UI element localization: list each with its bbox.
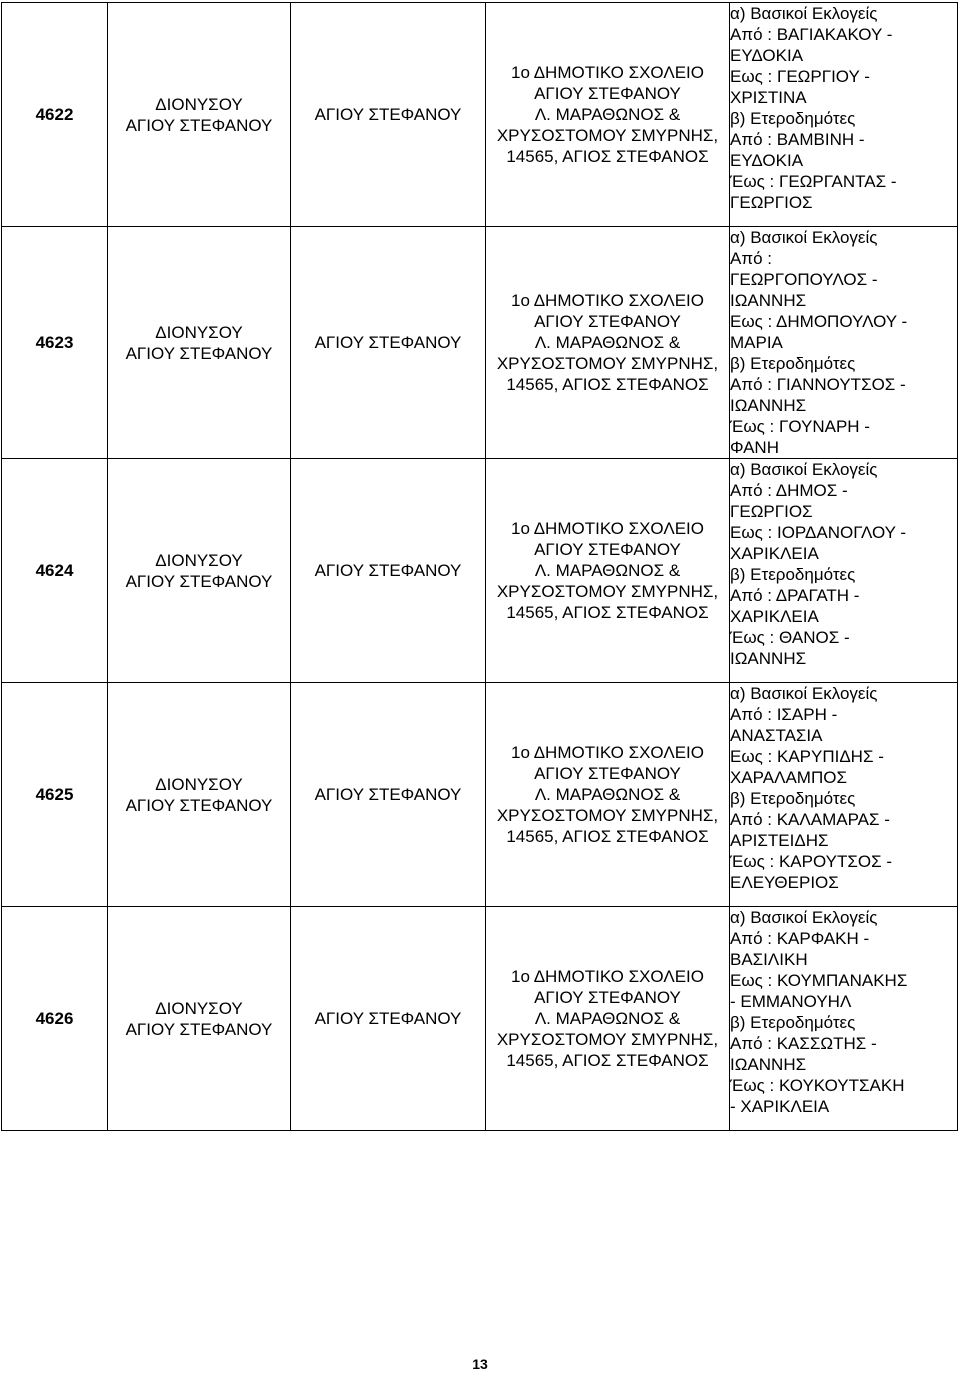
polling-place-line: ΑΓΙΟΥ ΣΤΕΦΑΝΟΥ	[534, 312, 681, 331]
polling-place-line: 1ο ΔΗΜΟΤΙΚΟ ΣΧΟΛΕΙΟ	[511, 519, 704, 538]
station-number-cell	[2, 907, 108, 1131]
polling-place-line: 14565, ΑΓΙΟΣ ΣΤΕΦΑΝΟΣ	[506, 147, 709, 166]
table-row	[2, 227, 958, 459]
voter-range-line: Εως : ΙΟΡΔΑΝΟΓΛΟΥ -	[730, 523, 907, 542]
voter-range-line: ΑΡΙΣΤΕΙΔΗΣ	[730, 831, 829, 850]
municipal-unit-cell	[291, 907, 486, 1131]
voter-range-line: Εως : ΚΟΥΜΠΑΝΑΚΗΣ	[730, 971, 908, 990]
voter-range-line: Έως : ΓΟΥΝΑΡΗ -	[730, 417, 870, 436]
voter-range-line: ΧΑΡΙΚΛΕΙΑ	[730, 544, 819, 563]
station-number: 4622	[35, 105, 74, 124]
voter-range-line: α) Βασικοί Εκλογείς	[730, 460, 878, 479]
polling-place-line: ΧΡΥΣΟΣΤΟΜΟΥ ΣΜΥΡΝΗΣ,	[496, 126, 719, 145]
municipality-line: ΑΓΙΟΥ ΣΤΕΦΑΝΟΥ	[125, 1019, 273, 1039]
voter-range-line: - ΕΜΜΑΝΟΥΗΛ	[730, 992, 852, 1011]
table-row	[2, 3, 958, 227]
voter-range-line: ΧΑΡΙΚΛΕΙΑ	[730, 607, 819, 626]
municipality-cell	[108, 3, 291, 227]
polling-place-line: Λ. ΜΑΡΑΘΩΝΟΣ &	[534, 561, 681, 580]
voter-range-line: α) Βασικοί Εκλογείς	[730, 4, 878, 23]
voter-range-line: Εως : ΔΗΜΟΠΟΥΛΟΥ -	[730, 312, 908, 331]
voter-range-line: ΧΡΙΣΤΙΝΑ	[730, 88, 807, 107]
polling-place-cell	[486, 227, 730, 459]
voter-range-line: ΕΛΕΥΘΕΡΙΟΣ	[730, 873, 839, 892]
station-number: 4625	[35, 785, 74, 804]
polling-place-cell	[486, 683, 730, 907]
municipality-line: ΑΓΙΟΥ ΣΤΕΦΑΝΟΥ	[125, 571, 273, 591]
municipality-line: ΑΓΙΟΥ ΣΤΕΦΑΝΟΥ	[125, 115, 273, 135]
voter-range-line: α) Βασικοί Εκλογείς	[730, 228, 878, 247]
voter-range-line: ΙΩΑΝΝΗΣ	[730, 649, 807, 668]
voter-range-line: Από : ΒΑΓΙΑΚΑΚΟΥ -	[730, 25, 893, 44]
voter-range-line: Από : ΓΙΑΝΝΟΥΤΣΟΣ -	[730, 375, 906, 394]
station-number: 4624	[35, 561, 74, 580]
voter-range-line: - ΧΑΡΙΚΛΕΙΑ	[730, 1097, 830, 1116]
voter-range-line: Από : ΙΣΑΡΗ -	[730, 705, 838, 724]
municipality-line: ΔΙΟΝΥΣΟΥ	[155, 94, 243, 114]
page-number: 13	[472, 1356, 488, 1372]
polling-place-line: ΧΡΥΣΟΣΤΟΜΟΥ ΣΜΥΡΝΗΣ,	[496, 1030, 719, 1049]
polling-place-line: ΑΓΙΟΥ ΣΤΕΦΑΝΟΥ	[534, 988, 681, 1007]
municipality-line: ΑΓΙΟΥ ΣΤΕΦΑΝΟΥ	[125, 795, 273, 815]
polling-place-line: ΑΓΙΟΥ ΣΤΕΦΑΝΟΥ	[534, 764, 681, 783]
voter-range-line: Από : ΒΑΜΒΙΝΗ -	[730, 130, 865, 149]
voter-range-line: ΧΑΡΑΛΑΜΠΟΣ	[730, 768, 847, 787]
municipal-unit-cell	[291, 683, 486, 907]
voter-range-line: Έως : ΚΟΥΚΟΥΤΣΑΚΗ	[730, 1076, 905, 1095]
polling-place-line: 1ο ΔΗΜΟΤΙΚΟ ΣΧΟΛΕΙΟ	[511, 63, 704, 82]
municipal-unit-line: ΑΓΙΟΥ ΣΤΕΦΑΝΟΥ	[314, 333, 462, 352]
voter-range-line: ΙΩΑΝΝΗΣ	[730, 396, 807, 415]
polling-place-line: ΧΡΥΣΟΣΤΟΜΟΥ ΣΜΥΡΝΗΣ,	[496, 354, 719, 373]
station-number-cell	[2, 683, 108, 907]
voter-range-cell	[730, 227, 958, 459]
voter-range-line: ΦΑΝΗ	[730, 438, 779, 457]
voter-range-line: ΑΝΑΣΤΑΣΙΑ	[730, 726, 823, 745]
polling-place-cell	[486, 907, 730, 1131]
municipality-line: ΔΙΟΝΥΣΟΥ	[155, 774, 243, 794]
voter-range-line: ΙΩΑΝΝΗΣ	[730, 291, 807, 310]
station-number: 4623	[35, 333, 74, 352]
municipality-line: ΔΙΟΝΥΣΟΥ	[155, 322, 243, 342]
voter-range-line: Έως : ΓΕΩΡΓΑΝΤΑΣ -	[730, 172, 897, 191]
voter-range-line: ΓΕΩΡΓΟΠΟΥΛΟΣ -	[730, 270, 878, 289]
municipality-line: ΔΙΟΝΥΣΟΥ	[155, 998, 243, 1018]
polling-stations-table	[1, 2, 958, 1131]
voter-range-line: β) Ετεροδημότες	[730, 565, 856, 584]
voter-range-cell	[730, 459, 958, 683]
voter-range-line: β) Ετεροδημότες	[730, 354, 856, 373]
polling-place-line: 14565, ΑΓΙΟΣ ΣΤΕΦΑΝΟΣ	[506, 1051, 709, 1070]
table-row	[2, 459, 958, 683]
voter-range-line: β) Ετεροδημότες	[730, 789, 856, 808]
polling-place-line: 1ο ΔΗΜΟΤΙΚΟ ΣΧΟΛΕΙΟ	[511, 967, 704, 986]
voter-range-line: ΒΑΣΙΛΙΚΗ	[730, 950, 808, 969]
municipal-unit-cell	[291, 3, 486, 227]
voter-range-line: Έως : ΘΑΝΟΣ -	[730, 628, 850, 647]
municipality-cell	[108, 907, 291, 1131]
voter-range-line: ΜΑΡΙΑ	[730, 333, 783, 352]
municipal-unit-cell	[291, 227, 486, 459]
station-number-cell	[2, 459, 108, 683]
table-row	[2, 683, 958, 907]
polling-place-line: 1ο ΔΗΜΟΤΙΚΟ ΣΧΟΛΕΙΟ	[511, 291, 704, 310]
voter-range-cell	[730, 907, 958, 1131]
polling-place-line: Λ. ΜΑΡΑΘΩΝΟΣ &	[534, 1009, 681, 1028]
municipal-unit-line: ΑΓΙΟΥ ΣΤΕΦΑΝΟΥ	[314, 1009, 462, 1028]
voter-range-line: ΙΩΑΝΝΗΣ	[730, 1055, 807, 1074]
polling-place-cell	[486, 3, 730, 227]
voter-range-cell	[730, 683, 958, 907]
voter-range-line: ΕΥΔΟΚΙΑ	[730, 151, 804, 170]
station-number: 4626	[35, 1009, 74, 1028]
voter-range-line: Από :	[730, 249, 772, 268]
municipal-unit-line: ΑΓΙΟΥ ΣΤΕΦΑΝΟΥ	[314, 561, 462, 580]
polling-place-line: 1ο ΔΗΜΟΤΙΚΟ ΣΧΟΛΕΙΟ	[511, 743, 704, 762]
voter-range-line: Από : ΚΑΣΣΩΤΗΣ -	[730, 1034, 877, 1053]
voter-range-line: Από : ΔΡΑΓΑΤΗ -	[730, 586, 860, 605]
table-row	[2, 907, 958, 1131]
municipality-line: ΔΙΟΝΥΣΟΥ	[155, 550, 243, 570]
voter-range-line: Εως : ΓΕΩΡΓΙΟΥ -	[730, 67, 870, 86]
voter-range-line: β) Ετεροδημότες	[730, 1013, 856, 1032]
municipality-cell	[108, 227, 291, 459]
municipality-cell	[108, 683, 291, 907]
polling-place-line: Λ. ΜΑΡΑΘΩΝΟΣ &	[534, 333, 681, 352]
polling-place-line: 14565, ΑΓΙΟΣ ΣΤΕΦΑΝΟΣ	[506, 603, 709, 622]
polling-place-cell	[486, 459, 730, 683]
voter-range-line: ΕΥΔΟΚΙΑ	[730, 46, 804, 65]
polling-place-line: ΧΡΥΣΟΣΤΟΜΟΥ ΣΜΥΡΝΗΣ,	[496, 806, 719, 825]
municipal-unit-cell	[291, 459, 486, 683]
polling-place-line: ΑΓΙΟΥ ΣΤΕΦΑΝΟΥ	[534, 84, 681, 103]
voter-range-line: Από : ΚΑΡΦΑΚΗ -	[730, 929, 870, 948]
polling-place-line: Λ. ΜΑΡΑΘΩΝΟΣ &	[534, 785, 681, 804]
voter-range-line: Από : ΔΗΜΟΣ -	[730, 481, 848, 500]
station-number-cell	[2, 3, 108, 227]
voter-range-cell	[730, 3, 958, 227]
municipal-unit-line: ΑΓΙΟΥ ΣΤΕΦΑΝΟΥ	[314, 785, 462, 804]
voter-range-line: α) Βασικοί Εκλογείς	[730, 908, 878, 927]
voter-range-line: Από : ΚΑΛΑΜΑΡΑΣ -	[730, 810, 890, 829]
polling-place-line: Λ. ΜΑΡΑΘΩΝΟΣ &	[534, 105, 681, 124]
voter-range-line: α) Βασικοί Εκλογείς	[730, 684, 878, 703]
voter-range-line: ΓΕΩΡΓΙΟΣ	[730, 193, 813, 212]
municipality-cell	[108, 459, 291, 683]
voter-range-line: β) Ετεροδημότες	[730, 109, 856, 128]
polling-place-line: ΧΡΥΣΟΣΤΟΜΟΥ ΣΜΥΡΝΗΣ,	[496, 582, 719, 601]
polling-place-line: ΑΓΙΟΥ ΣΤΕΦΑΝΟΥ	[534, 540, 681, 559]
municipal-unit-line: ΑΓΙΟΥ ΣΤΕΦΑΝΟΥ	[314, 105, 462, 124]
municipality-line: ΑΓΙΟΥ ΣΤΕΦΑΝΟΥ	[125, 343, 273, 363]
polling-place-line: 14565, ΑΓΙΟΣ ΣΤΕΦΑΝΟΣ	[506, 827, 709, 846]
station-number-cell	[2, 227, 108, 459]
voter-range-line: ΓΕΩΡΓΙΟΣ	[730, 502, 813, 521]
polling-place-line: 14565, ΑΓΙΟΣ ΣΤΕΦΑΝΟΣ	[506, 375, 709, 394]
table-body	[2, 3, 958, 1131]
voter-range-line: Εως : ΚΑΡΥΠΙΔΗΣ -	[730, 747, 884, 766]
voter-range-line: Έως : ΚΑΡΟΥΤΣΟΣ -	[730, 852, 893, 871]
